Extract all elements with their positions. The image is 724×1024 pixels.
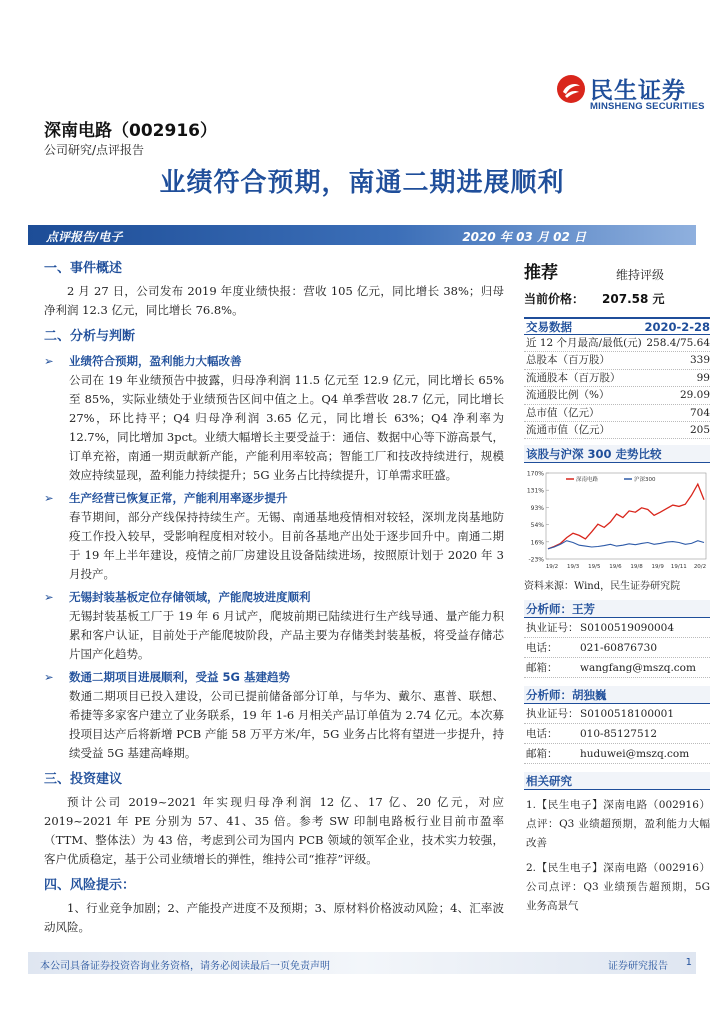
market-row-value: 99 xyxy=(696,371,710,384)
brand-name-en: MINSHENG SECURITIES xyxy=(590,101,705,112)
market-data-table xyxy=(524,335,710,439)
analyst-row-label: 邮箱： xyxy=(526,748,558,761)
bullet-heading-text: 数通二期项目进展顺利，受益 5G 基建趋势 xyxy=(69,670,290,684)
chart-xtick-label: 19/11 xyxy=(670,564,687,571)
chart-ytick-label: 131% xyxy=(526,488,544,496)
chart-ytick-label: 16% xyxy=(530,539,544,547)
chart-ytick-label: -23% xyxy=(528,556,544,564)
market-row xyxy=(524,387,710,404)
section-title: 一、事件概述 xyxy=(44,261,123,276)
chart-xtick-label: 19/6 xyxy=(609,564,622,571)
section-title: 二、分析与判断 xyxy=(44,329,136,344)
bullet-heading-text: 无锡封装基板定位存储领域，产能爬坡进度顺利 xyxy=(69,590,311,604)
bullet-heading-text: 生产经营已恢复正常，产能利用率逐步提升 xyxy=(69,491,288,505)
bullet-paragraph: 公司在 19 年业绩预告中披露，归母净利润 11.5 亿元至 12.9 亿元，同比增长 65% 至 85%，实际业绩处于业绩预告区间中值之上。Q4 单季营收 28.7 亿元，同比增长 27%，环比持平；Q4 归母净利润 3.65 亿元，同比增长 63%；Q4 净利率为 12.7%，同比增加 3pct。业绩大幅增长主要受益于：通信、数据中心等下游高景气，订单充裕，南通一期贡献新产能，产能利用率较高；智能工厂和技改持续进行，规模效应持续显现，盈利能力持续提升；5G 业务占比持续提升，订单需求旺盛。 xyxy=(69,373,504,482)
market-row-label: 总市值（亿元） xyxy=(526,406,600,419)
analyst-row-value: S0100519090004 xyxy=(580,622,675,635)
analyst-row xyxy=(524,618,710,638)
related-research-item[interactable]: 1.【民生电子】深南电路（002916）点评：Q3 业绩超预期，盈利能力大幅改善 xyxy=(526,799,710,850)
bullet-paragraph: 春节期间，部分产线保持持续生产。无锡、南通基地疫情相对较轻，深圳龙岗基地防疫工作投入较早，受影响程度相对较小。目前各基地产出处于逐步回升中。南通二期于 19 年上半年建设，疫情之前厂房建设且设备陆续进场，按照原计划于 2020 年 3 月投产。 xyxy=(69,510,504,581)
chevron-right-icon: ➢ xyxy=(44,491,54,505)
company-title: 深南电路（002916） xyxy=(44,121,217,141)
footer-disclaimer: 本公司具备证券投资咨询业务资格，请务必阅读最后一页免责声明 xyxy=(40,961,330,972)
minsheng-logo-icon xyxy=(556,74,586,104)
report-category: 公司研究/点评报告 xyxy=(44,143,145,157)
section-title: 四、风险提示： xyxy=(44,878,136,893)
analyst-row xyxy=(524,638,710,658)
price-row xyxy=(524,290,710,307)
analyst-row-value: S0100518100001 xyxy=(580,708,675,721)
chart-xtick-label: 19/3 xyxy=(566,564,580,571)
report-headline: 业绩符合预期，南通二期进展顺利 xyxy=(159,168,565,198)
chart-ytick-label: 170% xyxy=(526,470,544,478)
sidebar xyxy=(524,258,710,916)
chevron-right-icon: ➢ xyxy=(44,354,54,368)
market-row-value: 29.09 xyxy=(679,389,710,402)
chevron-right-icon: ➢ xyxy=(44,670,54,684)
chart-xtick-label: 20/2 xyxy=(693,564,707,571)
market-row-label: 近 12 个月最高/最低(元) xyxy=(526,337,642,349)
analyst-row xyxy=(524,744,710,764)
analyst-row xyxy=(524,724,710,744)
analyst-email[interactable]: wangfang@mszq.com xyxy=(580,662,696,675)
related-research-item[interactable]: 2.【民生电子】深南电路（002916）公司点评：Q3 业绩预告超预期，5G 业务高景气 xyxy=(526,862,710,913)
analyst-title: 分析师：胡独巍 xyxy=(524,686,710,704)
bullet-heading xyxy=(44,489,504,508)
brand-name-cn: 民生证券 xyxy=(590,78,686,104)
analyst-row xyxy=(524,704,710,724)
analyst-row-label: 执业证号： xyxy=(526,622,579,635)
section-paragraph: 预计公司 2019~2021 年实现归母净利润 12 亿、17 亿、20 亿元，对应 2019~2021 年 PE 分别为 57、41、35 倍。参考 SW 印制电路板行业目前市盈率（TTM、整体法）为 43 倍，考虑到公司为国内 PCB 领域的领军企业，技术实力较强，客户优质稳定，基于公司业绩增长的弹性，维持公司“推荐”评级。 xyxy=(44,795,504,866)
chart-xtick-label: 19/8 xyxy=(630,564,643,571)
page-number: 1 xyxy=(685,957,692,968)
chart-source: 资料来源：Wind，民生证券研究院 xyxy=(524,581,681,593)
market-row-label: 流通市值（亿元） xyxy=(526,423,610,436)
market-row xyxy=(524,405,710,422)
chart-xtick-label: 19/5 xyxy=(588,564,601,571)
analyst-row-label: 邮箱： xyxy=(526,662,558,675)
analyst-row-value: 010-85127512 xyxy=(580,728,658,741)
bullet-paragraph: 无锡封装基板工厂于 19 年 6 月试产，爬坡前期已陆续进行生产线导通、量产能力积累和客户认证，目前处于产能爬坡阶段，产品主要为存储类封装基板，将受益存储芯片国产化趋势。 xyxy=(69,609,504,661)
chart-legend-label: 深南电路 xyxy=(576,477,599,484)
analyst-email[interactable]: huduwei@mszq.com xyxy=(580,748,690,761)
chart-xtick-label: 19/9 xyxy=(651,564,664,571)
analyst-title: 分析师：王芳 xyxy=(524,600,710,618)
price-chart xyxy=(524,467,710,573)
section-paragraph: 1、行业竞争加剧；2、产能投产进度不及预期；3、原材料价格波动风险；4、汇率波动风险。 xyxy=(44,901,504,934)
chart-plot-area xyxy=(546,473,706,559)
chart-legend-label: 沪深300 xyxy=(634,477,656,484)
chart-xtick-label: 19/2 xyxy=(545,564,559,571)
price-label: 当前价格： xyxy=(524,292,585,306)
bullet-heading xyxy=(44,588,504,607)
footer-label: 证券研究报告 xyxy=(608,961,668,972)
brand-logo xyxy=(556,72,705,116)
analyst-row xyxy=(524,658,710,678)
market-row xyxy=(524,370,710,387)
chart-ytick-label: 54% xyxy=(530,522,544,530)
page-footer xyxy=(28,952,696,974)
market-data-title: 交易数据 xyxy=(526,320,572,334)
main-body xyxy=(44,258,504,937)
section-paragraph: 2 月 27 日，公司发布 2019 年度业绩快报：营收 105 亿元，同比增长 38%；归母净利润 12.3 亿元，同比增长 76.8%。 xyxy=(44,284,504,317)
bullet-heading xyxy=(44,352,504,371)
market-row xyxy=(524,352,710,369)
market-row-value: 205 xyxy=(689,423,710,436)
market-row xyxy=(524,335,710,352)
market-row-label: 总股本（百万股） xyxy=(526,354,610,367)
market-data-header xyxy=(524,317,710,335)
market-row-label: 流通股比例（%） xyxy=(526,389,610,402)
market-data-date: 2020-2-28 xyxy=(644,320,710,334)
report-date: 2020 年 03 月 02 日 xyxy=(462,230,586,244)
chart-ytick-label: 93% xyxy=(530,505,544,513)
report-band xyxy=(28,225,696,245)
related-research-title: 相关研究 xyxy=(524,772,710,790)
market-row xyxy=(524,422,710,439)
rating-label: 推荐 xyxy=(524,263,558,283)
market-row-value: 258.4/75.64 xyxy=(646,337,710,349)
chevron-right-icon: ➢ xyxy=(44,590,54,604)
rating-sub: 维持评级 xyxy=(616,268,665,282)
analyst-row-value: 021-60876730 xyxy=(580,642,658,655)
chart-title: 该股与沪深 300 走势比较 xyxy=(524,445,710,463)
price-value: 207.58 元 xyxy=(602,292,665,306)
section-title: 三、投资建议 xyxy=(44,772,123,787)
market-row-value: 704 xyxy=(689,406,710,419)
bullet-paragraph: 数通二期项目已投入建设，公司已提前储备部分订单，与华为、戴尔、惠普、联想、希捷等多家客户建立了业务联系，19 年 1-6 月相关产品订单值为 2.74 亿元。本次募投项目达产后将新增 PCB 产能 58 万平方米/年，5G 业务占比将有望进一步提升，持续受益 5G 基建高峰期。 xyxy=(69,689,504,760)
analyst-row-label: 电话： xyxy=(526,642,558,655)
market-row-label: 流通股本（百万股） xyxy=(526,371,621,384)
market-row-value: 339 xyxy=(689,354,710,367)
bullet-heading-text: 业绩符合预期，盈利能力大幅改善 xyxy=(69,354,242,368)
report-type: 点评报告/电子 xyxy=(46,230,123,244)
analyst-row-label: 执业证号： xyxy=(526,708,579,721)
analyst-row-label: 电话： xyxy=(526,728,558,741)
bullet-heading xyxy=(44,668,504,687)
